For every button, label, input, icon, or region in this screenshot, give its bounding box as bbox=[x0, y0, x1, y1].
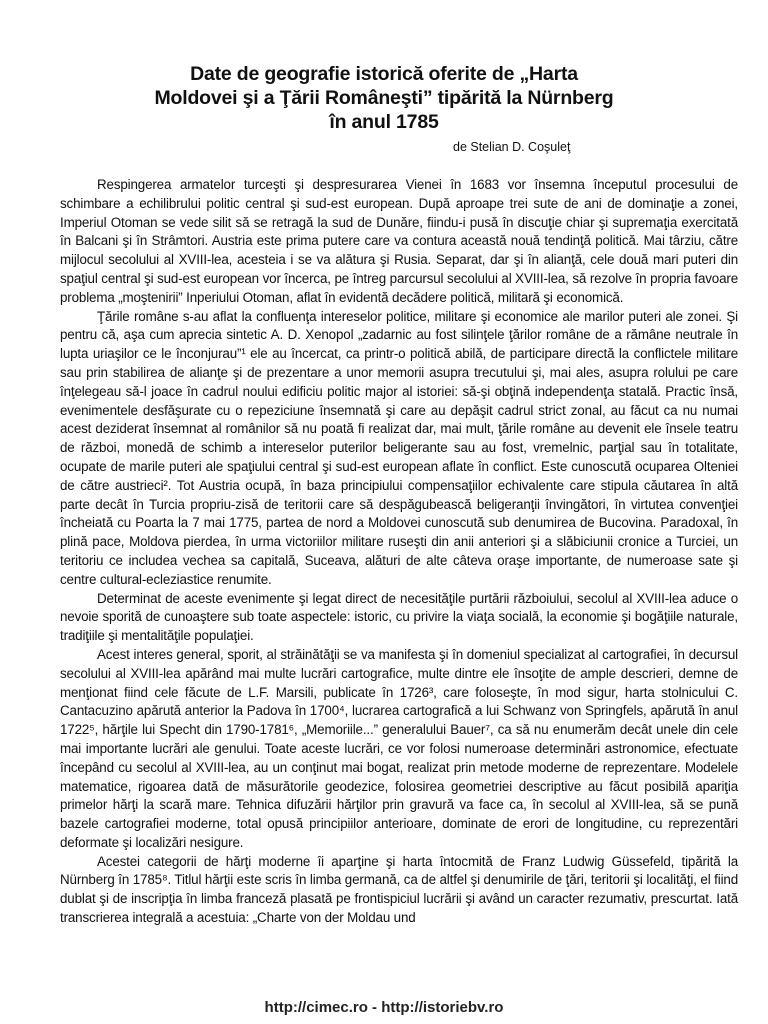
title-line: Date de geografie istorică oferite de „Harta bbox=[190, 63, 578, 85]
author-line: de Stelian D. Coşuleţ bbox=[453, 140, 571, 154]
paragraph: Respingerea armatelor turceşti şi despresurarea Vienei în 1683 vor însemna începutul procesului de schimbare a echilibrului politic central şi sud-est european. După aproape trei sute de ani de dominaţie a zonei, Imperiul Otoman se vede silit să se retragă la sud de Dunăre, fiindu-i pusă în discuţie chiar şi supremaţia exercitată în Balcani şi în Strâmtori. Austria este prima putere care va contura această nouă tendinţă politică. Mai târziu, către mijlocul secolului al XVIII-lea, acesteia i se va alătura şi Rusia. Separat, dar şi în alianţă, cele două mari puteri din spaţiul central şi sud-est european vor încerca, pe întreg parcursul secolului al XVIII-lea, să rezolve în propria favoare problema „moştenirii” Inperiului Otoman, aflat în evidentă decădere politică, militară şi economică. bbox=[60, 177, 738, 305]
footer-source-urls: http://cimec.ro - http://istoriebv.ro bbox=[264, 999, 504, 1016]
paragraph: Acest interes general, sporit, al străinătăţii se va manifesta şi în domeniul specializat al cartografiei, în decursul secolului al XVIII-lea apărând mai multe lucrări cartografice, multe dintre ele însoţite de ample descrieri, demne de menţionat fiind cele făcute de L.F. Marsili, publicate în 1726³, care foloseşte, în mod sigur, harta stolnicului C. Cantacuzino apărută anterior la Padova în 1700⁴, lucrarea cartografică a lui Schwanz von Springfels, apărută în anul 1722⁵, hărţile lui Specht din 1790-1781⁶, „Memoriile...” generalului Bauer⁷, ca să nu enumerăm decât unele din cele mai importante lucrări ale genului. Toate aceste lucrări, ce vor folosi numeroase determinări astronomice, efectuate începând cu secolul al XVIII-lea, au un conţinut mai bogat, realizat prin metode moderne de reprezentare. Modelele matematice, rigoarea dată de măsurătorile geodezice, folosirea geometriei descriptive au făcut posibilă apariţia primelor hărţi la scară mare. Tehnica difuzării hărţilor prin gravură va face ca, în secolul al XVIII-lea, să se pună bazele cartografiei moderne, total opusă principiilor anterioare, dominate de erori de longitudine, cu reprezentări deformate şi localizări nesigure. bbox=[60, 646, 738, 850]
title-line: Moldovei şi a Ţării Româneşti” tipărită la Nürnberg bbox=[154, 87, 614, 109]
paragraph: Ţările române s-au aflat la confluenţa intereselor politice, militare şi economice ale marilor puteri ale zonei. Şi pentru că, aşa cum aprecia sintetic A. D. Xenopol „zadarnic au fost silinţele ţărilor române de a rămâne neutrale în lupta uriaşilor ce le înconjurau”¹ ele au încercat, ca printr-o politică abilă, de participare directă la conflictele militare sau prin stabilirea de alianţe şi de prezentare a unor memorii asupra trecutului şi, mai ales, asupra rolului pe care înţelegeau să-l joace în cadrul noului edificiu politic major al istoriei: să-şi obţină independenţa statală. Practic însă, evenimentele desfăşurate cu o repeziciune însemnată şi care au depăşit cadrul strict zonal, au făcut ca nu numai acest deziderat însemnat al românilor să nu poată fi realizat dar, mai mult, ţările române au devenit ele însele teatru de război, monedă de schimb a intereselor puterilor beligerante sau au fost, vremelnic, parţial sau în totalitate, ocupate de marile puteri ale spaţiului central şi sud-est european aflate în conflict. Este cunoscută ocuparea Olteniei de către austrieci². Tot Austria ocupă, în baza principiului compensaţiilor echivalente care stipula căutarea în altă parte decât în Turcia propriu-zisă de teritorii care să despăgubească beligeranţii învingători, în virtutea convenţiei încheiată cu Poarta la 7 mai 1775, partea de nord a Moldovei cunoscută sub denumirea de Bucovina. Paradoxal, în plină pace, Moldova pierdea, în urma victoriilor militare ruseşti din anii anteriori şi a slăbiciunii cronice a Turciei, un teritoriu ce includea vechea sa capitală, Suceava, alături de alte câteva oraşe importante, de numeroase sate şi centre cultural-ecleziastice renumite. bbox=[60, 308, 738, 587]
paragraph: Acestei categorii de hărţi moderne îi aparţine şi harta întocmită de Franz Ludwig Güssefeld, tipărită la Nürnberg în 1785⁸. Titlul hărţii este scris în limba germană, ca de altfel şi denumirile de ţări, teritorii şi localităţi, el fiind dublat şi de inscripţia în limba franceză plasată pe frontispiciul lucrării şi având un caracter rezumativ, prescurtat. Iată transcrierea integrală a acestuia: „Charte von der Moldau und bbox=[60, 853, 738, 926]
paragraph: Determinat de aceste evenimente şi legat direct de necesităţile purtării războiului, secolul al XVIII-lea aduce o nevoie sporită de cunoaştere sub toate aspectele: istoric, cu privire la viaţa socială, la economie şi bogăţiile naturale, tradiţiile şi mentalităţile populaţiei. bbox=[60, 590, 738, 644]
article-title bbox=[60, 62, 708, 134]
article-body bbox=[60, 176, 738, 928]
title-line: în anul 1785 bbox=[329, 111, 439, 133]
